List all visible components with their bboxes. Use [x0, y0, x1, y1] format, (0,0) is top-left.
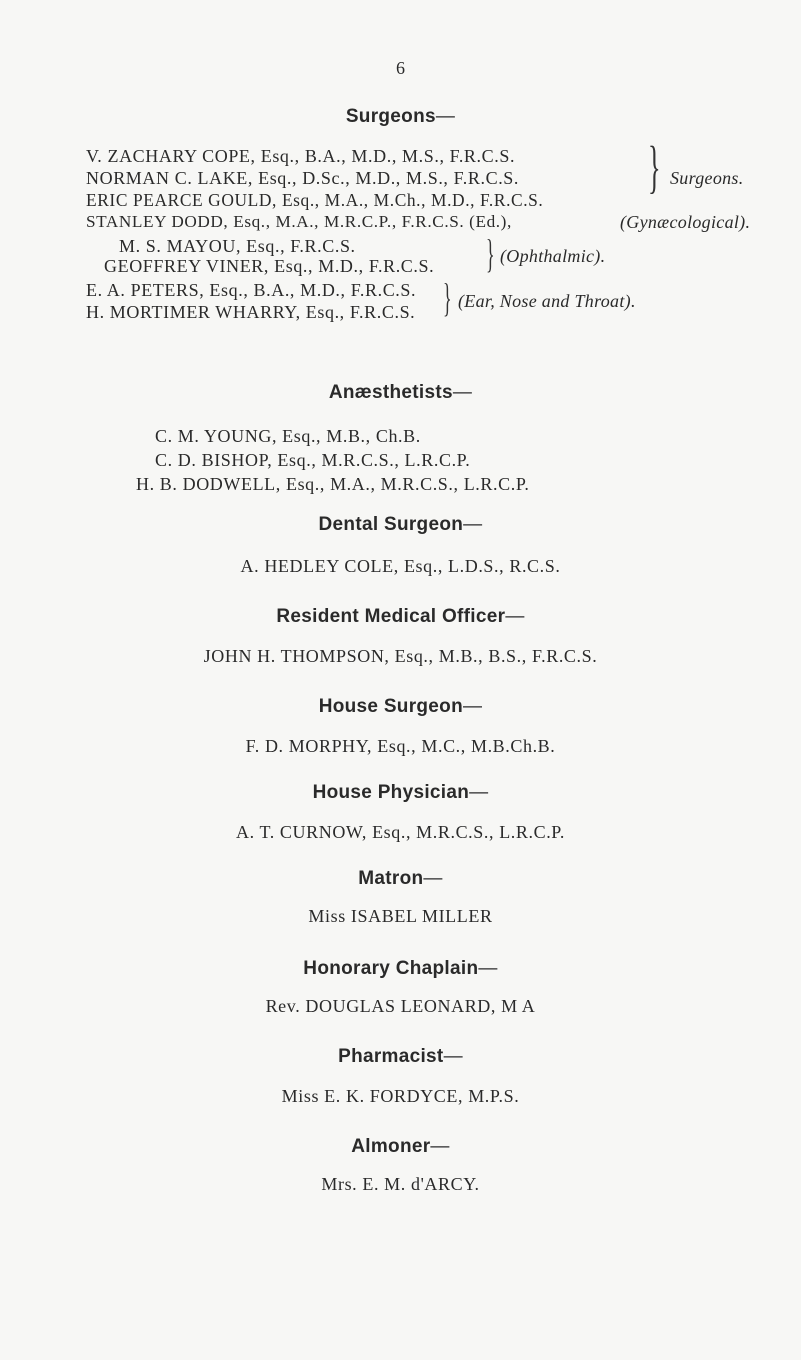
house-surgeon-heading: House Surgeon— [318, 696, 483, 717]
surgeon-dodd: STANLEY DODD, Esq., M.A., M.R.C.P., F.R.C.S. (Ed.), [86, 212, 512, 231]
matron-heading: Matron— [358, 868, 443, 889]
ent-brace: } [443, 275, 452, 320]
ophthalmic-label: (Ophthalmic). [500, 246, 606, 266]
surgeon-cope: V. ZACHARY COPE, Esq., B.A., M.D., M.S., F.R.C.S. [86, 146, 516, 166]
anaesthetist-dodwell: H. B. DODWELL, Esq., M.A., M.R.C.S., L.R.C.P. [136, 474, 530, 494]
resident-officer-name: JOHN H. THOMPSON, Esq., M.B., B.S., F.R.C.S. [203, 646, 598, 666]
anaesthetist-bishop: C. D. BISHOP, Esq., M.R.C.S., L.R.C.P. [155, 450, 471, 470]
dental-heading: Dental Surgeon— [318, 514, 483, 535]
almoner-heading: Almoner— [351, 1136, 450, 1157]
surgeon-viner: GEOFFREY VINER, Esq., M.D., F.R.C.S. [104, 256, 435, 276]
surgeon-lake: NORMAN C. LAKE, Esq., D.Sc., M.D., M.S., F.R.C.S. [86, 168, 520, 188]
chaplain-heading: Honorary Chaplain— [303, 958, 498, 979]
almoner-name: Mrs. E. M. d'ARCY. [321, 1174, 480, 1194]
pharmacist-heading: Pharmacist— [338, 1046, 463, 1067]
matron-name: Miss ISABEL MILLER [308, 906, 493, 926]
gynaecological-label: (Gynæcological). [620, 212, 751, 232]
resident-heading: Resident Medical Officer— [276, 606, 525, 627]
anaesthetists-heading: Anæsthetists— [328, 382, 473, 403]
house-physician-name: A. T. CURNOW, Esq., M.R.C.S., L.R.C.P. [235, 822, 566, 842]
surgeon-gould: ERIC PEARCE GOULD, Esq., M.A., M.Ch., M.D., F.R.C.S. [86, 190, 544, 210]
ophthalmic-brace: } [486, 231, 495, 276]
house-physician-heading: House Physician— [312, 782, 489, 803]
surgeons-group-label: Surgeons. [670, 168, 744, 188]
chaplain-name: Rev. DOUGLAS LEONARD, M A [265, 996, 536, 1016]
dental-surgeon-name: A. HEDLEY COLE, Esq., L.D.S., R.C.S. [240, 556, 561, 576]
surgeon-wharry: H. MORTIMER WHARRY, Esq., F.R.C.S. [86, 302, 416, 322]
anaesthetist-young: C. M. YOUNG, Esq., M.B., Ch.B. [155, 426, 421, 446]
surgeon-mayou: M. S. MAYOU, Esq., F.R.C.S. [119, 236, 356, 256]
surgeon-peters: E. A. PETERS, Esq., B.A., M.D., F.R.C.S. [86, 280, 417, 300]
house-surgeon-name: F. D. MORPHY, Esq., M.C., M.B.Ch.B. [245, 736, 556, 756]
page-number: 6 [396, 58, 405, 78]
surgeons-brace: } [648, 134, 661, 199]
ent-label: (Ear, Nose and Throat). [458, 291, 636, 311]
surgeons-heading: Surgeons— [345, 106, 456, 127]
pharmacist-name: Miss E. K. FORDYCE, M.P.S. [281, 1086, 520, 1106]
